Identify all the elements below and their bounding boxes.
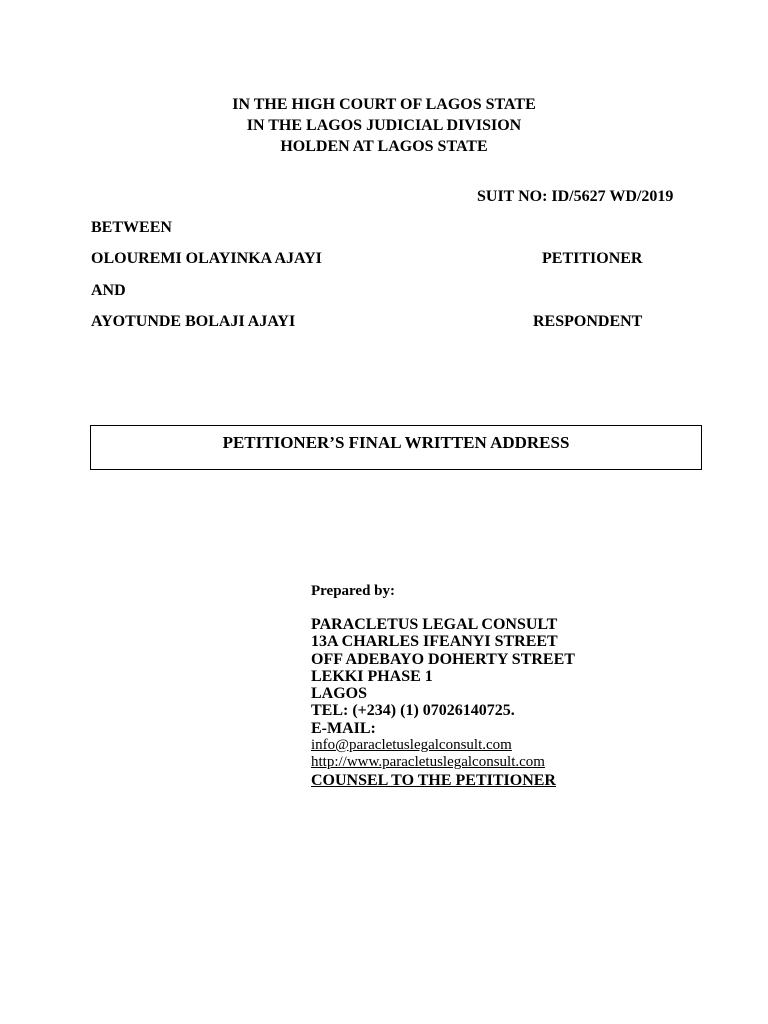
counsel-label: COUNSEL TO THE PETITIONER: [311, 771, 556, 789]
email-link[interactable]: info@paracletuslegalconsult.com: [311, 737, 512, 754]
telephone: TEL: (+234) (1) 07026140725.: [311, 702, 515, 720]
petitioner-role: PETITIONER: [542, 250, 643, 267]
court-heading-line-2: IN THE LAGOS JUDICIAL DIVISION: [246, 117, 522, 134]
address-city: LAGOS: [311, 685, 368, 703]
petitioner-name: OLOUREMI OLAYINKA AJAYI: [91, 250, 322, 267]
firm-name: PARACLETUS LEGAL CONSULT: [311, 616, 558, 633]
counsel-address-block: [311, 616, 575, 789]
address-line-2: OFF ADEBAYO DOHERTY STREET: [311, 650, 575, 668]
suit-number: SUIT NO: ID/5627 WD/2019: [477, 188, 674, 205]
document-title-box: [90, 425, 702, 470]
court-heading-line-1: IN THE HIGH COURT OF LAGOS STATE: [232, 96, 536, 113]
and-label: AND: [91, 282, 126, 299]
address-line-1: 13A CHARLES IFEANYI STREET: [311, 633, 558, 651]
address-line-3: LEKKI PHASE 1: [311, 667, 433, 685]
document-title: PETITIONER’S FINAL WRITTEN ADDRESS: [222, 433, 570, 452]
prepared-by-label: Prepared by:: [311, 583, 396, 599]
respondent-role: RESPONDENT: [533, 313, 643, 330]
court-heading-line-3: HOLDEN AT LAGOS STATE: [280, 138, 488, 155]
respondent-name: AYOTUNDE BOLAJI AJAYI: [91, 313, 296, 330]
between-label: BETWEEN: [91, 219, 172, 236]
court-heading: [0, 94, 768, 157]
email-label: E-MAIL:: [311, 719, 376, 737]
website-link[interactable]: http://www.paracletuslegalconsult.com: [311, 754, 545, 771]
